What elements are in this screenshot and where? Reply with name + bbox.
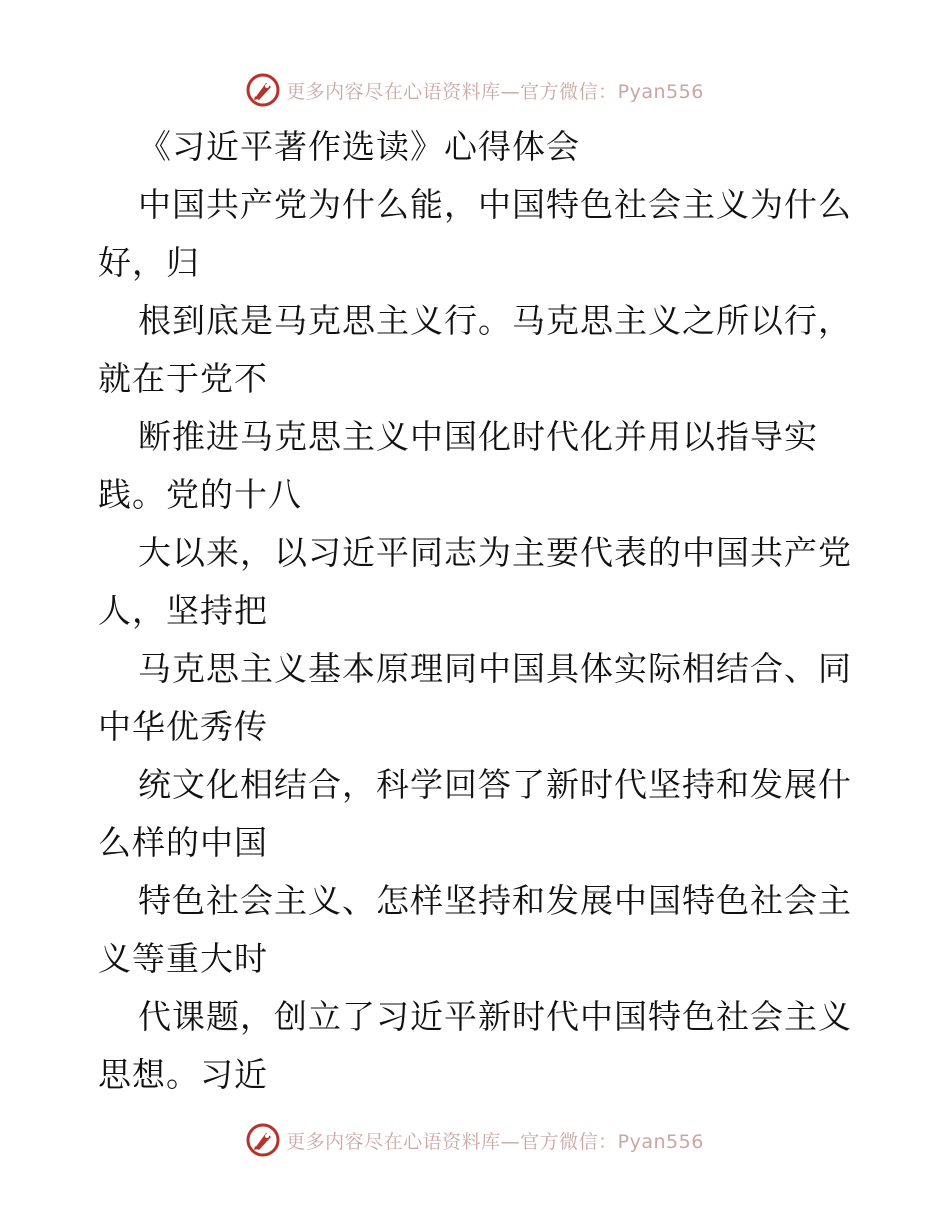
text-line: 断推进马克思主义中国化时代化并用以指导实 [138,417,818,456]
text-line: 代课题，创立了习近平新时代中国特色社会主义 [138,997,852,1036]
footer-banner [0,1120,950,1160]
text-line: 就在于党不 [98,359,268,398]
footer-banner-text: 更多内容尽在心语资料库—官方微信：Pyan556 [286,1130,704,1153]
text-line: 大以来，以习近平同志为主要代表的中国共产党 [138,533,852,572]
text-line: 中国共产党为什么能，中国特色社会主义为什么 [138,185,852,224]
pen-nib-logo-icon [246,1123,280,1157]
document-title: 《习近平著作选读》心得体会 [138,127,580,166]
text-line: 统文化相结合，科学回答了新时代坚持和发展什 [138,765,852,804]
text-line: 人，坚持把 [98,591,268,630]
text-line: 思想。习近 [98,1055,268,1094]
text-line: 马克思主义基本原理同中国具体实际相结合、同 [138,649,852,688]
pen-nib-logo-icon [246,73,280,107]
text-line: 好，归 [98,243,200,282]
text-line: 中华优秀传 [98,707,268,746]
text-line: 义等重大时 [98,939,268,978]
text-line: 特色社会主义、怎样坚持和发展中国特色社会主 [138,881,852,920]
header-banner-text: 更多内容尽在心语资料库—官方微信：Pyan556 [286,80,704,103]
text-line: 根到底是马克思主义行。马克思主义之所以行， [138,301,852,340]
text-line: 么样的中国 [98,823,268,862]
text-line: 践。党的十八 [98,475,302,514]
header-banner [0,70,950,110]
